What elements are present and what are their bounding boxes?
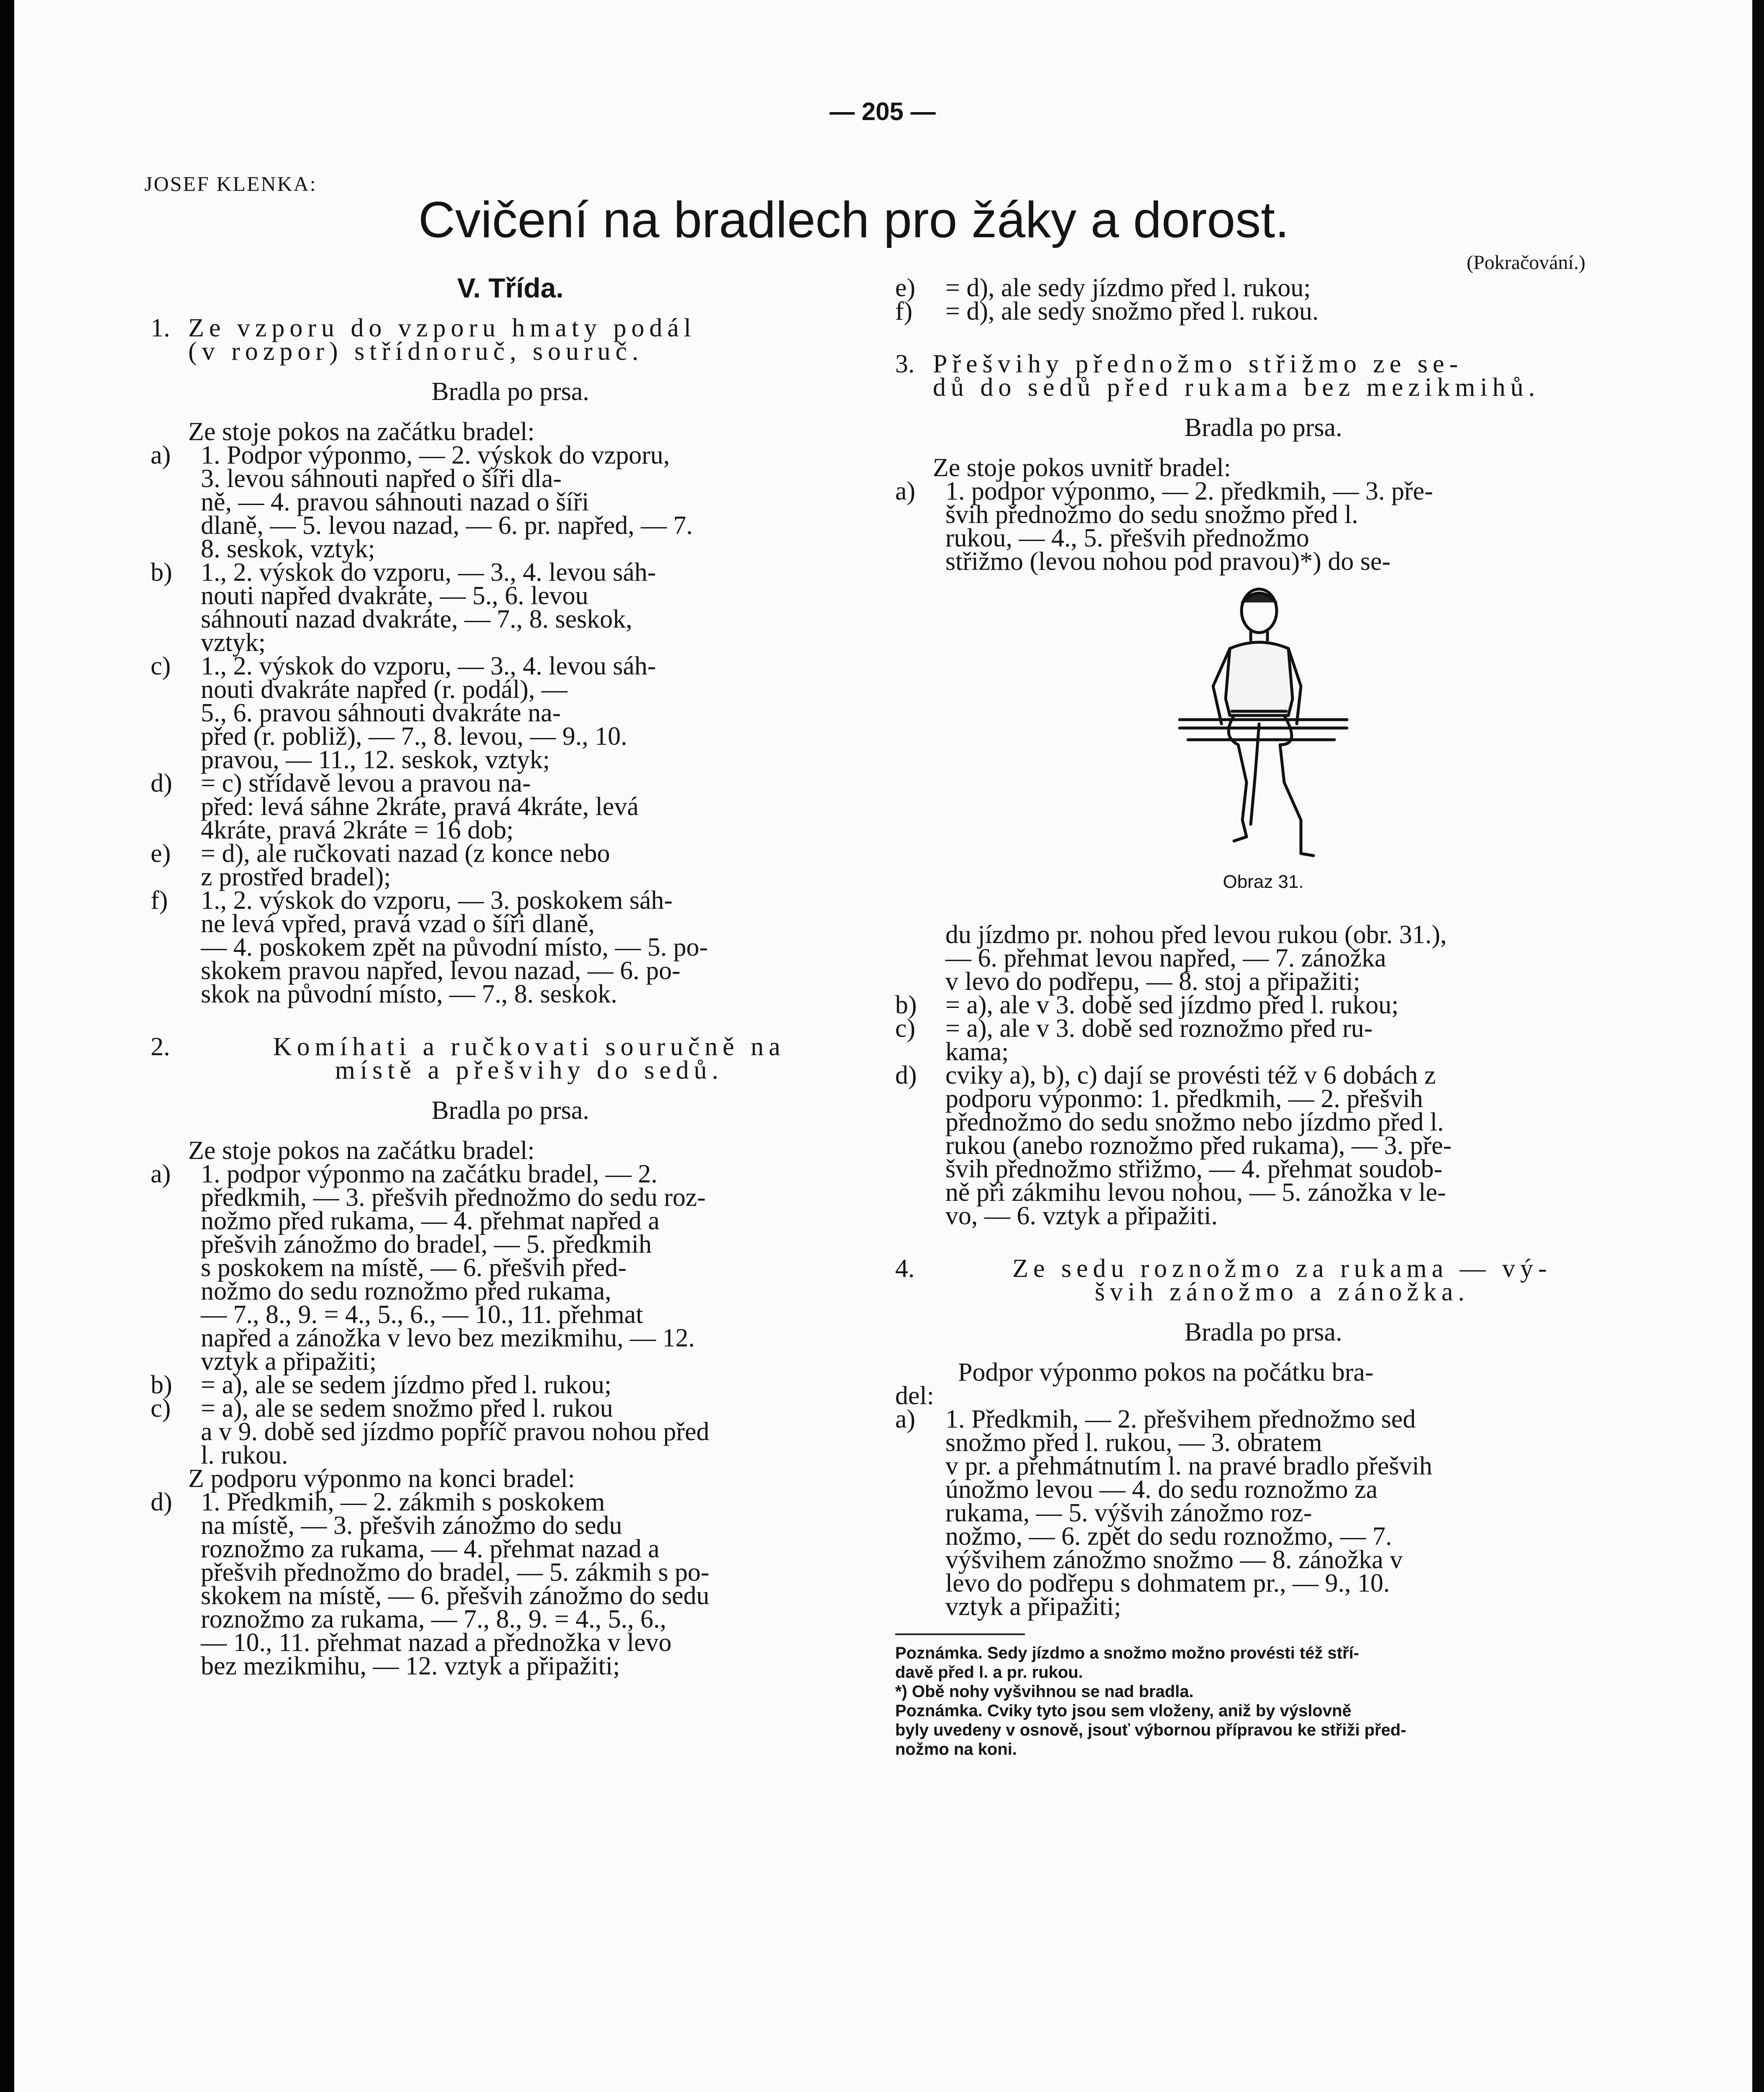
item-text-line: vo, — 6. vztyk a připažiti. (945, 1202, 1218, 1230)
item-text-line: ně, — 4. pravou sáhnouti nazad o šíři (201, 488, 589, 516)
start-position: Ze stoje pokos na začátku bradel: (188, 1136, 535, 1165)
item-label: b) (895, 991, 917, 1019)
exercise-item (151, 1160, 870, 1376)
item-text-line: pravou, — 11., 12. seskok, vztyk; (201, 746, 550, 774)
item-text-line: nožmo do sedu roznožmo před rukama, (201, 1277, 612, 1305)
start-position: Ze stoje pokos uvnitř bradel: (933, 454, 1231, 482)
exercise-title-line: švih zánožmo a zánožka. (1095, 1278, 1470, 1306)
item-text-line: 1. podpor výponmo na začátku bradel, — 2. (201, 1160, 658, 1188)
exercise-item (895, 477, 1631, 576)
exercise-3-title (895, 350, 1631, 402)
item-text-line: ne levá vpřed, pravá vzad o šíři dlaně, (201, 910, 595, 938)
item-text-line: přešvih přednožmo do bradel, — 5. zákmih s po- (201, 1558, 709, 1587)
exercise-2-items (151, 1162, 870, 1467)
right-column (895, 276, 1631, 1759)
item-text-line: 1. Předkmih, — 2. přešvihem přednožmo sed (945, 1405, 1416, 1433)
item-label: d) (151, 1488, 172, 1516)
footnote-line: Poznámka. Cviky tyto jsou sem vloženy, aniž by výslovně (895, 1702, 1352, 1720)
apparatus-label: Bradla po prsa. (1184, 413, 1342, 442)
footnote-rule (895, 1633, 1025, 1635)
item-text-line: skokem pravou napřed, levou nazad, — 6. po- (201, 956, 681, 985)
footnote-line: *) Obě nohy vyšvihnou se nad bradla. (895, 1682, 1194, 1701)
item-label: d) (895, 1061, 917, 1090)
item-text-line: 1. Předkmih, — 2. zákmih s poskokem (201, 1488, 605, 1516)
item-text-line: — 4. poskokem zpět na původní místo, — 5. po- (201, 933, 708, 961)
item-text-line: 1. Podpor výponmo, — 2. výskok do vzporu, (201, 441, 670, 469)
exercise-item (895, 1405, 1631, 1621)
exercise-item (151, 1373, 870, 1397)
left-column (151, 272, 870, 1680)
item-text-line: 4kráte, pravá 2kráte = 16 dob; (201, 816, 514, 844)
item-text-line: švih přednožmo střižmo, — 4. přehmat soudob- (945, 1155, 1443, 1183)
item-label: f) (895, 297, 913, 326)
exercise-item (151, 441, 870, 563)
exercise-3-items (895, 993, 1631, 1228)
exercise-item (151, 1394, 870, 1469)
item-text-line: v levo do podřepu, — 8. stoj a připažiti; (945, 967, 1360, 996)
apparatus-label: Bradla po prsa. (431, 1096, 589, 1125)
apparatus-label: Bradla po prsa. (431, 377, 589, 406)
exercise-item (895, 993, 1631, 1017)
exercise-3-item-a (895, 477, 1631, 576)
item-text-line: — 6. přehmat levou napřed, — 7. zánožka (945, 944, 1386, 972)
item-label: e) (151, 839, 171, 868)
exercise-title-line: Komíhati a ručkovati souručně na (273, 1033, 786, 1061)
exercise-title-line: Ze sedu roznožmo za rukama — vý- (1012, 1254, 1552, 1283)
item-text-line: vztyk; (201, 628, 266, 657)
item-text-line: přešvih zánožmo do bradel, — 5. předkmih (201, 1230, 652, 1259)
item-text-line: levo do podřepu s dohmatem pr., — 9., 10. (945, 1569, 1390, 1597)
exercise-2-items-end (151, 1490, 870, 1678)
item-text-line: = a), ale se sedem snožmo před l. rukou (201, 1394, 613, 1423)
item-text-line: cviky a), b), c) dají se provésti též v 6 dobách z (945, 1061, 1436, 1090)
item-text-line: rukama, — 5. výšvih zánožmo roz- (945, 1499, 1312, 1527)
exercise-item (895, 297, 1631, 326)
exercise-title-line: dů do sedů před rukama bez mezikmihů. (933, 373, 1540, 402)
exercise-item (151, 558, 870, 657)
exercise-3-item-a-continued (895, 920, 1631, 996)
page-number: — 205 — (830, 97, 936, 126)
item-text-line: před: levá sáhne 2kráte, pravá 4kráte, levá (201, 792, 639, 821)
item-text-line: předkmih, — 3. přešvih přednožmo do sedu roz- (201, 1183, 706, 1212)
exercise-1-title (151, 314, 870, 366)
exercise-4-title (895, 1254, 1631, 1306)
item-text-line: = a), ale v 3. době sed jízdmo před l. rukou; (945, 991, 1399, 1019)
item-text-line: švih přednožmo do sedu snožmo před l. (945, 500, 1358, 529)
exercise-item (895, 276, 1631, 300)
item-label: b) (151, 558, 172, 587)
exercise-1-items (151, 441, 870, 1008)
start-position: del: (895, 1382, 934, 1410)
item-text-line: 1. podpor výponmo, — 2. předkmih, — 3. pře- (945, 477, 1433, 505)
item-label: b) (151, 1371, 172, 1399)
class-heading: V. Třída. (457, 272, 564, 303)
exercise-title-line: Ze vzporu do vzporu hmaty podál (188, 314, 696, 342)
exercise-2-continued (895, 274, 1631, 326)
exercise-title-line: místě a přešvihy do sedů. (335, 1056, 724, 1084)
item-text-line: — 10., 11. přehmat nazad a přednožka v levo (201, 1628, 672, 1657)
item-text-line: a v 9. době sed jízdmo popříč pravou nohou před (201, 1418, 709, 1446)
exercise-item (151, 886, 870, 1008)
exercise-item (151, 769, 870, 844)
gymnast-figure (1175, 586, 1351, 870)
footnote-line: nožmo na koni. (895, 1740, 1017, 1759)
footnotes (895, 1643, 1631, 1759)
footnote-line: davě před l. a pr. rukou. (895, 1663, 1083, 1682)
item-text-line: = a), ale v 3. době sed roznožmo před ru- (945, 1014, 1373, 1043)
item-text-line: du jízdmo pr. nohou před levou rukou (obr. 31.), (945, 920, 1447, 949)
item-text-line: vztyk a připažiti; (945, 1592, 1121, 1621)
item-text-line: roznožmo za rukama, — 7., 8., 9. = 4., 5., 6., (201, 1605, 666, 1633)
item-text-line: = d), ale sedy jízdmo před l. rukou; (945, 274, 1311, 302)
item-label: d) (151, 769, 172, 797)
figure-caption: Obraz 31. (1223, 872, 1304, 892)
item-text-line: 8. seskok, vztyk; (201, 535, 375, 563)
item-text-line: = d), ale ručkovati nazad (z konce nebo (201, 839, 610, 868)
item-text-line: sáhnouti nazad dvakráte, — 7., 8. seskok, (201, 605, 632, 633)
exercise-title-line: Přešvihy přednožmo střižmo ze se- (933, 350, 1463, 378)
item-label: a) (151, 441, 171, 469)
exercise-item (151, 654, 870, 772)
footnote-line: byly uvedeny v osnově, jsouť výbornou přípravou ke střiži před- (895, 1721, 1406, 1739)
author-name: JOSEF KLENKA: (144, 172, 317, 195)
item-text-line: bez mezikmihu, — 12. vztyk a připažiti; (201, 1652, 620, 1680)
item-label: a) (895, 1405, 916, 1433)
item-text-line: v pr. a přehmátnutím l. na pravé bradlo přešvih (945, 1452, 1432, 1480)
item-text-line: snožmo před l. rukou, — 3. obratem (945, 1428, 1322, 1457)
start-position: Podpor výponmo pokos na počátku bra- (958, 1358, 1374, 1387)
item-text-line: skok na původní místo, — 7., 8. seskok. (201, 980, 617, 1008)
exercise-4-items (895, 1405, 1631, 1621)
item-text-line: střižmo (levou nohou pod pravou)*) do se- (945, 547, 1391, 576)
apparatus-label: Bradla po prsa. (1184, 1318, 1342, 1346)
item-text-line: = d), ale sedy snožmo před l. rukou. (945, 297, 1319, 326)
item-text-line: před (r. pobliž), — 7., 8. levou, — 9., 10. (201, 722, 627, 751)
item-text-line: napřed a zánožka v levo bez mezikmihu, — 12. (201, 1324, 695, 1352)
start-position: Z podporu výponmo na konci bradel: (188, 1464, 575, 1493)
item-text-line: 5., 6. pravou sáhnouti dvakráte na- (201, 699, 561, 727)
exercise-item (895, 1061, 1631, 1230)
exercise-number: 2. (151, 1033, 170, 1061)
item-text-line: výšvihem zánožmo snožmo — 8. zánožka v (945, 1546, 1403, 1574)
exercise-2-title (151, 1035, 870, 1082)
item-text-line: nožmo, — 6. zpět do sedu roznožmo, — 7. (945, 1522, 1392, 1551)
item-label: a) (151, 1160, 171, 1188)
item-text-line: = a), ale se sedem jízdmo před l. rukou; (201, 1371, 612, 1399)
item-label: f) (151, 886, 168, 915)
exercise-title-line: (v rozpor) střídnoruč, souruč. (188, 337, 644, 366)
item-text-line: kama; (945, 1038, 1009, 1066)
item-text-line: podporu výponmo: 1. předkmih, — 2. přešvih (945, 1084, 1423, 1113)
exercise-number: 4. (895, 1254, 915, 1283)
item-text-line: rukou, — 4., 5. přešvih přednožmo (945, 524, 1309, 552)
start-position: Ze stoje pokos na začátku bradel: (188, 418, 535, 446)
exercise-item (895, 1014, 1631, 1066)
item-text-line: rukou (anebo roznožmo před rukama), — 3. pře- (945, 1131, 1452, 1160)
item-text-line: nožmo před rukama, — 4. přehmat napřed a (201, 1207, 660, 1235)
exercise-number: 1. (151, 314, 170, 342)
exercise-item (151, 839, 870, 891)
item-label: a) (895, 477, 916, 505)
footnote-line: Poznámka. Sedy jízdmo a snožmo možno provésti též stří- (895, 1644, 1359, 1662)
item-text-line: 1., 2. výskok do vzporu, — 3., 4. levou sáh- (201, 558, 656, 587)
item-label: c) (151, 1394, 171, 1423)
item-text-line: l. rukou. (201, 1441, 288, 1469)
item-text-line: roznožmo za rukama, — 4. přehmat nazad a (201, 1535, 660, 1563)
item-text-line: dlaně, — 5. levou nazad, — 6. pr. napřed, — 7. (201, 511, 693, 540)
item-text-line: únožmo levou — 4. do sedu roznožmo za (945, 1475, 1378, 1504)
item-label: c) (151, 652, 171, 680)
item-text-line: skokem na místě, — 6. přešvih zánožmo do sedu (201, 1582, 709, 1610)
item-text-line: nouti dvakráte napřed (r. podál), — (201, 675, 568, 704)
item-text-line: 1., 2. výskok do vzporu, — 3., 4. levou sáh- (201, 652, 656, 680)
article-title: Cvičení na bradlech pro žáky a dorost. (418, 191, 1289, 248)
item-text-line: s poskokem na místě, — 6. přešvih před- (201, 1254, 627, 1282)
item-text-line: 1., 2. výskok do vzporu, — 3. poskokem sáh- (201, 886, 673, 915)
continued-note: (Pokračování.) (1467, 251, 1585, 274)
item-label: e) (895, 274, 916, 302)
item-text-line: nouti napřed dvakráte, — 5., 6. levou (201, 582, 589, 610)
exercise-item (151, 1490, 870, 1678)
item-text-line: z prostřed bradel); (201, 863, 391, 891)
exercise-number: 3. (895, 350, 915, 378)
item-text-line: ně při zákmihu levou nohou, — 5. zánožka v le- (945, 1178, 1446, 1207)
item-text-line: = c) střídavě levou a pravou na- (201, 769, 531, 797)
item-text-line: přednožmo do sedu snožmo nebo jízdmo před l. (945, 1108, 1444, 1136)
item-text-line: vztyk a připažiti; (201, 1347, 377, 1376)
item-text-line: — 7., 8., 9. = 4., 5., 6., — 10., 11. přehmat (201, 1300, 643, 1329)
item-text-line: na místě, — 3. přešvih zánožmo do sedu (201, 1511, 622, 1540)
item-label: c) (895, 1014, 916, 1043)
item-text-line: 3. levou sáhnouti napřed o šíři dla- (201, 464, 562, 493)
